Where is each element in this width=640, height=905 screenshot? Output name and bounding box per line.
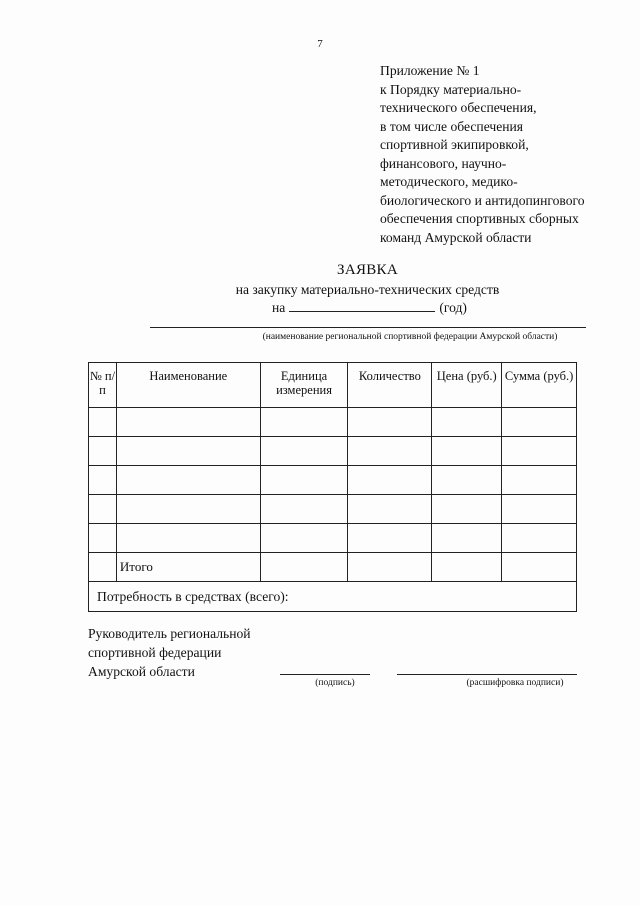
table-cell[interactable] — [432, 437, 502, 466]
header-sum: Сумма (руб.) — [502, 363, 577, 408]
table-cell[interactable] — [89, 524, 117, 553]
table-cell[interactable] — [89, 495, 117, 524]
table-cell[interactable] — [502, 408, 577, 437]
table-cell[interactable] — [432, 466, 502, 495]
table-cell[interactable] — [260, 495, 348, 524]
table-cell[interactable] — [348, 437, 432, 466]
appendix-line: обеспечения спортивных сборных — [380, 211, 579, 226]
table-cell[interactable] — [502, 437, 577, 466]
table-cell[interactable] — [260, 553, 348, 582]
total-label: Итого — [116, 553, 260, 582]
appendix-line: спортивной экипировкой, — [380, 137, 529, 152]
table-cell[interactable] — [348, 408, 432, 437]
table-cell[interactable] — [116, 524, 260, 553]
appendix-line: в том числе обеспечения — [380, 118, 524, 134]
need-label: Потребность в средствах (всего): — [89, 582, 577, 612]
table-cell[interactable] — [432, 524, 502, 553]
table-cell — [89, 553, 117, 582]
table-cell[interactable] — [432, 495, 502, 524]
total-row — [89, 553, 577, 582]
table-cell[interactable] — [348, 495, 432, 524]
header-name: Наименование — [116, 363, 260, 408]
header-unit: Единица измерения — [260, 363, 348, 408]
table-cell[interactable] — [89, 437, 117, 466]
federation-name-line[interactable] — [150, 327, 586, 328]
appendix-block — [380, 62, 630, 247]
table-cell[interactable] — [116, 466, 260, 495]
head-title-line: Амурской области — [88, 664, 195, 679]
table-row — [89, 524, 577, 553]
table-row — [89, 437, 577, 466]
page-number: 7 — [317, 38, 323, 50]
appendix-line: финансового, научно- — [380, 155, 507, 171]
signature-line[interactable] — [280, 674, 370, 675]
year-line — [272, 298, 467, 316]
appendix-line: методического, медико- — [380, 174, 518, 189]
appendix-line: Приложение № 1 — [380, 63, 480, 78]
document-subtitle: на закупку материально-технических средств — [235, 282, 500, 297]
table-cell[interactable] — [116, 495, 260, 524]
head-title-block — [88, 624, 251, 681]
table-cell[interactable] — [116, 437, 260, 466]
appendix-line: команд Амурской области — [380, 229, 532, 245]
header-price: Цена (руб.) — [432, 363, 502, 408]
appendix-line: биологического и антидопингового — [380, 192, 585, 208]
year-prefix: на — [272, 300, 286, 315]
decoding-caption: (расшифровка подписи) — [466, 678, 564, 688]
table-cell[interactable] — [89, 466, 117, 495]
table-cell[interactable] — [432, 553, 502, 582]
table-row — [89, 408, 577, 437]
table-cell[interactable] — [348, 553, 432, 582]
table-cell[interactable] — [502, 524, 577, 553]
head-title-line: Руководитель региональной — [88, 626, 251, 641]
decoding-line[interactable] — [397, 674, 577, 675]
table-cell[interactable] — [348, 524, 432, 553]
request-table — [88, 362, 577, 612]
table-header-row — [89, 363, 577, 408]
table-row — [89, 495, 577, 524]
appendix-line: технического обеспечения, — [380, 100, 537, 115]
table-cell[interactable] — [348, 466, 432, 495]
table-cell[interactable] — [260, 408, 348, 437]
header-number: № п/п — [89, 363, 117, 408]
table-cell[interactable] — [260, 437, 348, 466]
table-cell[interactable] — [502, 466, 577, 495]
year-suffix: (год) — [439, 300, 467, 315]
signature-caption: (подпись) — [315, 678, 355, 688]
header-quantity: Количество — [348, 363, 432, 408]
table-cell[interactable] — [260, 466, 348, 495]
appendix-line: к Порядку материально- — [380, 81, 522, 97]
year-blank-field[interactable] — [289, 298, 435, 312]
table-cell[interactable] — [502, 553, 577, 582]
table-cell[interactable] — [432, 408, 502, 437]
need-row — [89, 582, 577, 612]
table-cell[interactable] — [89, 408, 117, 437]
table-cell[interactable] — [116, 408, 260, 437]
document-title: ЗАЯВКА — [337, 262, 398, 278]
table-cell[interactable] — [502, 495, 577, 524]
federation-caption: (наименование региональной спортивной федерации Амурской области) — [262, 332, 558, 342]
table-cell[interactable] — [260, 524, 348, 553]
head-title-line: спортивной федерации — [88, 645, 222, 660]
table-row — [89, 466, 577, 495]
